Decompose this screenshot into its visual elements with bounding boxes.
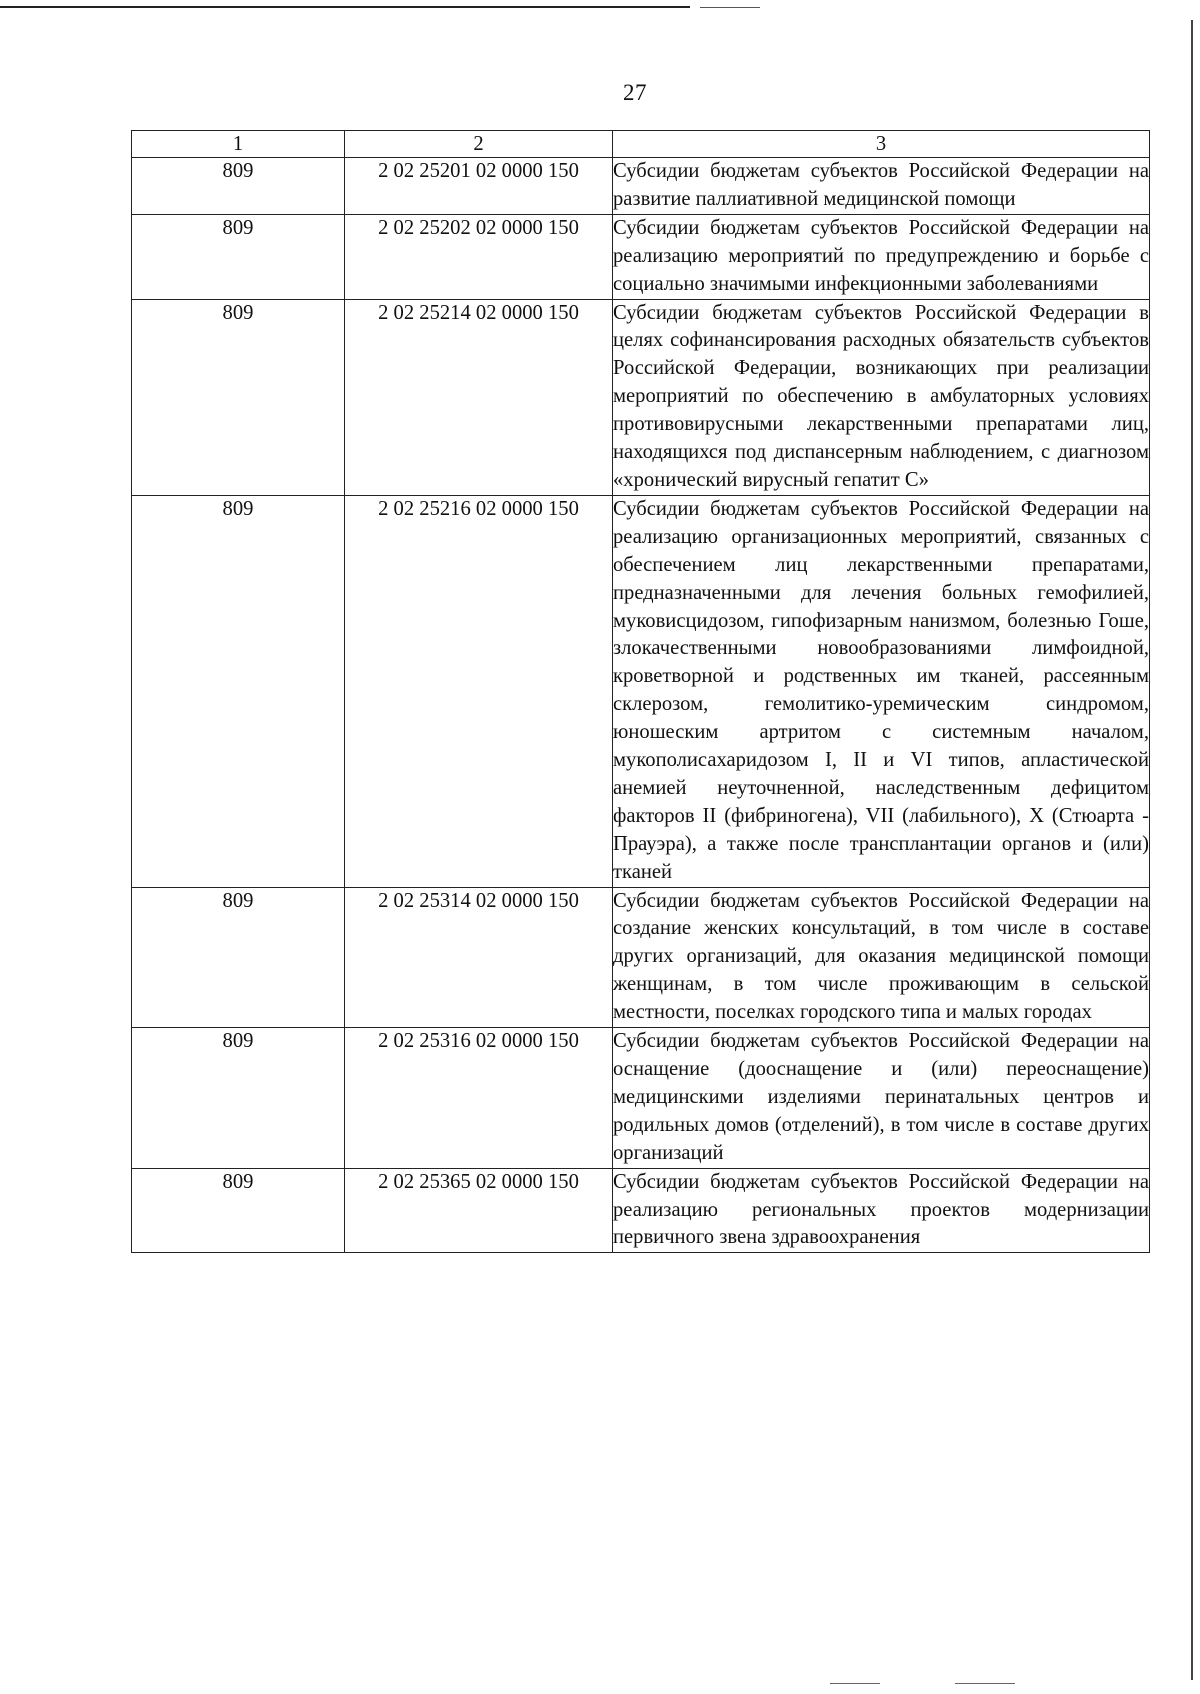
admin-code-cell: 809 xyxy=(132,158,345,215)
admin-code-cell: 809 xyxy=(132,214,345,299)
revenue-name-cell: Субсидии бюджетам субъектов Российской Федерации на реализацию региональных проектов модернизации первичного звена здравоохранения xyxy=(613,1168,1150,1253)
revenue-table xyxy=(131,130,1150,1253)
header-cell-2: 2 xyxy=(345,131,613,158)
revenue-name-cell: Субсидии бюджетам субъектов Российской Федерации на оснащение (дооснащение и (или) переоснащение) медицинскими изделиями перинатальных центров и родильных домов (отделений), в том числе в составе других организаций xyxy=(613,1028,1150,1169)
kbk-code-cell: 2 02 25214 02 0000 150 xyxy=(345,299,613,495)
revenue-name-cell: Субсидии бюджетам субъектов Российской Федерации на развитие паллиативной медицинской помощи xyxy=(613,158,1150,215)
table-row xyxy=(132,495,1150,887)
table-row xyxy=(132,1168,1150,1253)
table-row xyxy=(132,1028,1150,1169)
revenue-name-cell: Субсидии бюджетам субъектов Российской Федерации на реализацию организационных мероприятий, связанных с обеспечением лиц лекарственными препаратами, предназначенными для лечения больных гемофилией, муковисцидозом, гипофизарным нанизмом, болезнью Гоше, злокачественными новообразованиями лимфоидной, кроветворной и родственных им тканей, рассеянным склерозом, гемолитико-уремическим синдромом, юношеским артритом с системным началом, мукополисахаридозом I, II и VI типов, апластической анемией неуточненной, наследственным дефицитом факторов II (фибриногена), VII (лабильного), X (Стюарта - Прауэра), а также после трансплантации органов и (или) тканей xyxy=(613,495,1150,887)
admin-code-cell: 809 xyxy=(132,1168,345,1253)
admin-code-cell: 809 xyxy=(132,887,345,1028)
bottom-scan-mark xyxy=(830,1683,880,1684)
kbk-code-cell: 2 02 25316 02 0000 150 xyxy=(345,1028,613,1169)
revenue-name-cell: Субсидии бюджетам субъектов Российской Федерации на реализацию мероприятий по предупреждению и борьбе с социально значимыми инфекционными заболеваниями xyxy=(613,214,1150,299)
kbk-code-cell: 2 02 25201 02 0000 150 xyxy=(345,158,613,215)
kbk-code-cell: 2 02 25314 02 0000 150 xyxy=(345,887,613,1028)
revenue-name-cell: Субсидии бюджетам субъектов Российской Федерации на создание женских консультаций, в том числе в составе других организаций, для оказания медицинской помощи женщинам, в том числе проживающим в сельской местности, поселках городского типа и малых городах xyxy=(613,887,1150,1028)
page-number: 27 xyxy=(623,80,647,105)
admin-code-cell: 809 xyxy=(132,495,345,887)
bottom-scan-mark xyxy=(955,1683,1015,1684)
table-row xyxy=(132,214,1150,299)
table-row xyxy=(132,299,1150,495)
table-row xyxy=(132,158,1150,215)
top-rule xyxy=(0,6,690,8)
admin-code-cell: 809 xyxy=(132,299,345,495)
header-cell-1: 1 xyxy=(132,131,345,158)
kbk-code-cell: 2 02 25216 02 0000 150 xyxy=(345,495,613,887)
table-header-row xyxy=(132,131,1150,158)
kbk-code-cell: 2 02 25365 02 0000 150 xyxy=(345,1168,613,1253)
kbk-code-cell: 2 02 25202 02 0000 150 xyxy=(345,214,613,299)
revenue-name-cell: Субсидии бюджетам субъектов Российской Федерации в целях софинансирования расходных обязательств субъектов Российской Федерации, возникающих при реализации мероприятий по обеспечению в амбулаторных условиях противовирусными лекарственными препаратами лиц, находящихся под диспансерным наблюдением, с диагнозом «хронический вирусный гепатит С» xyxy=(613,299,1150,495)
admin-code-cell: 809 xyxy=(132,1028,345,1169)
header-cell-3: 3 xyxy=(613,131,1150,158)
right-margin-bar xyxy=(1191,20,1193,1680)
table-row xyxy=(132,887,1150,1028)
top-rule-segment xyxy=(700,7,760,8)
